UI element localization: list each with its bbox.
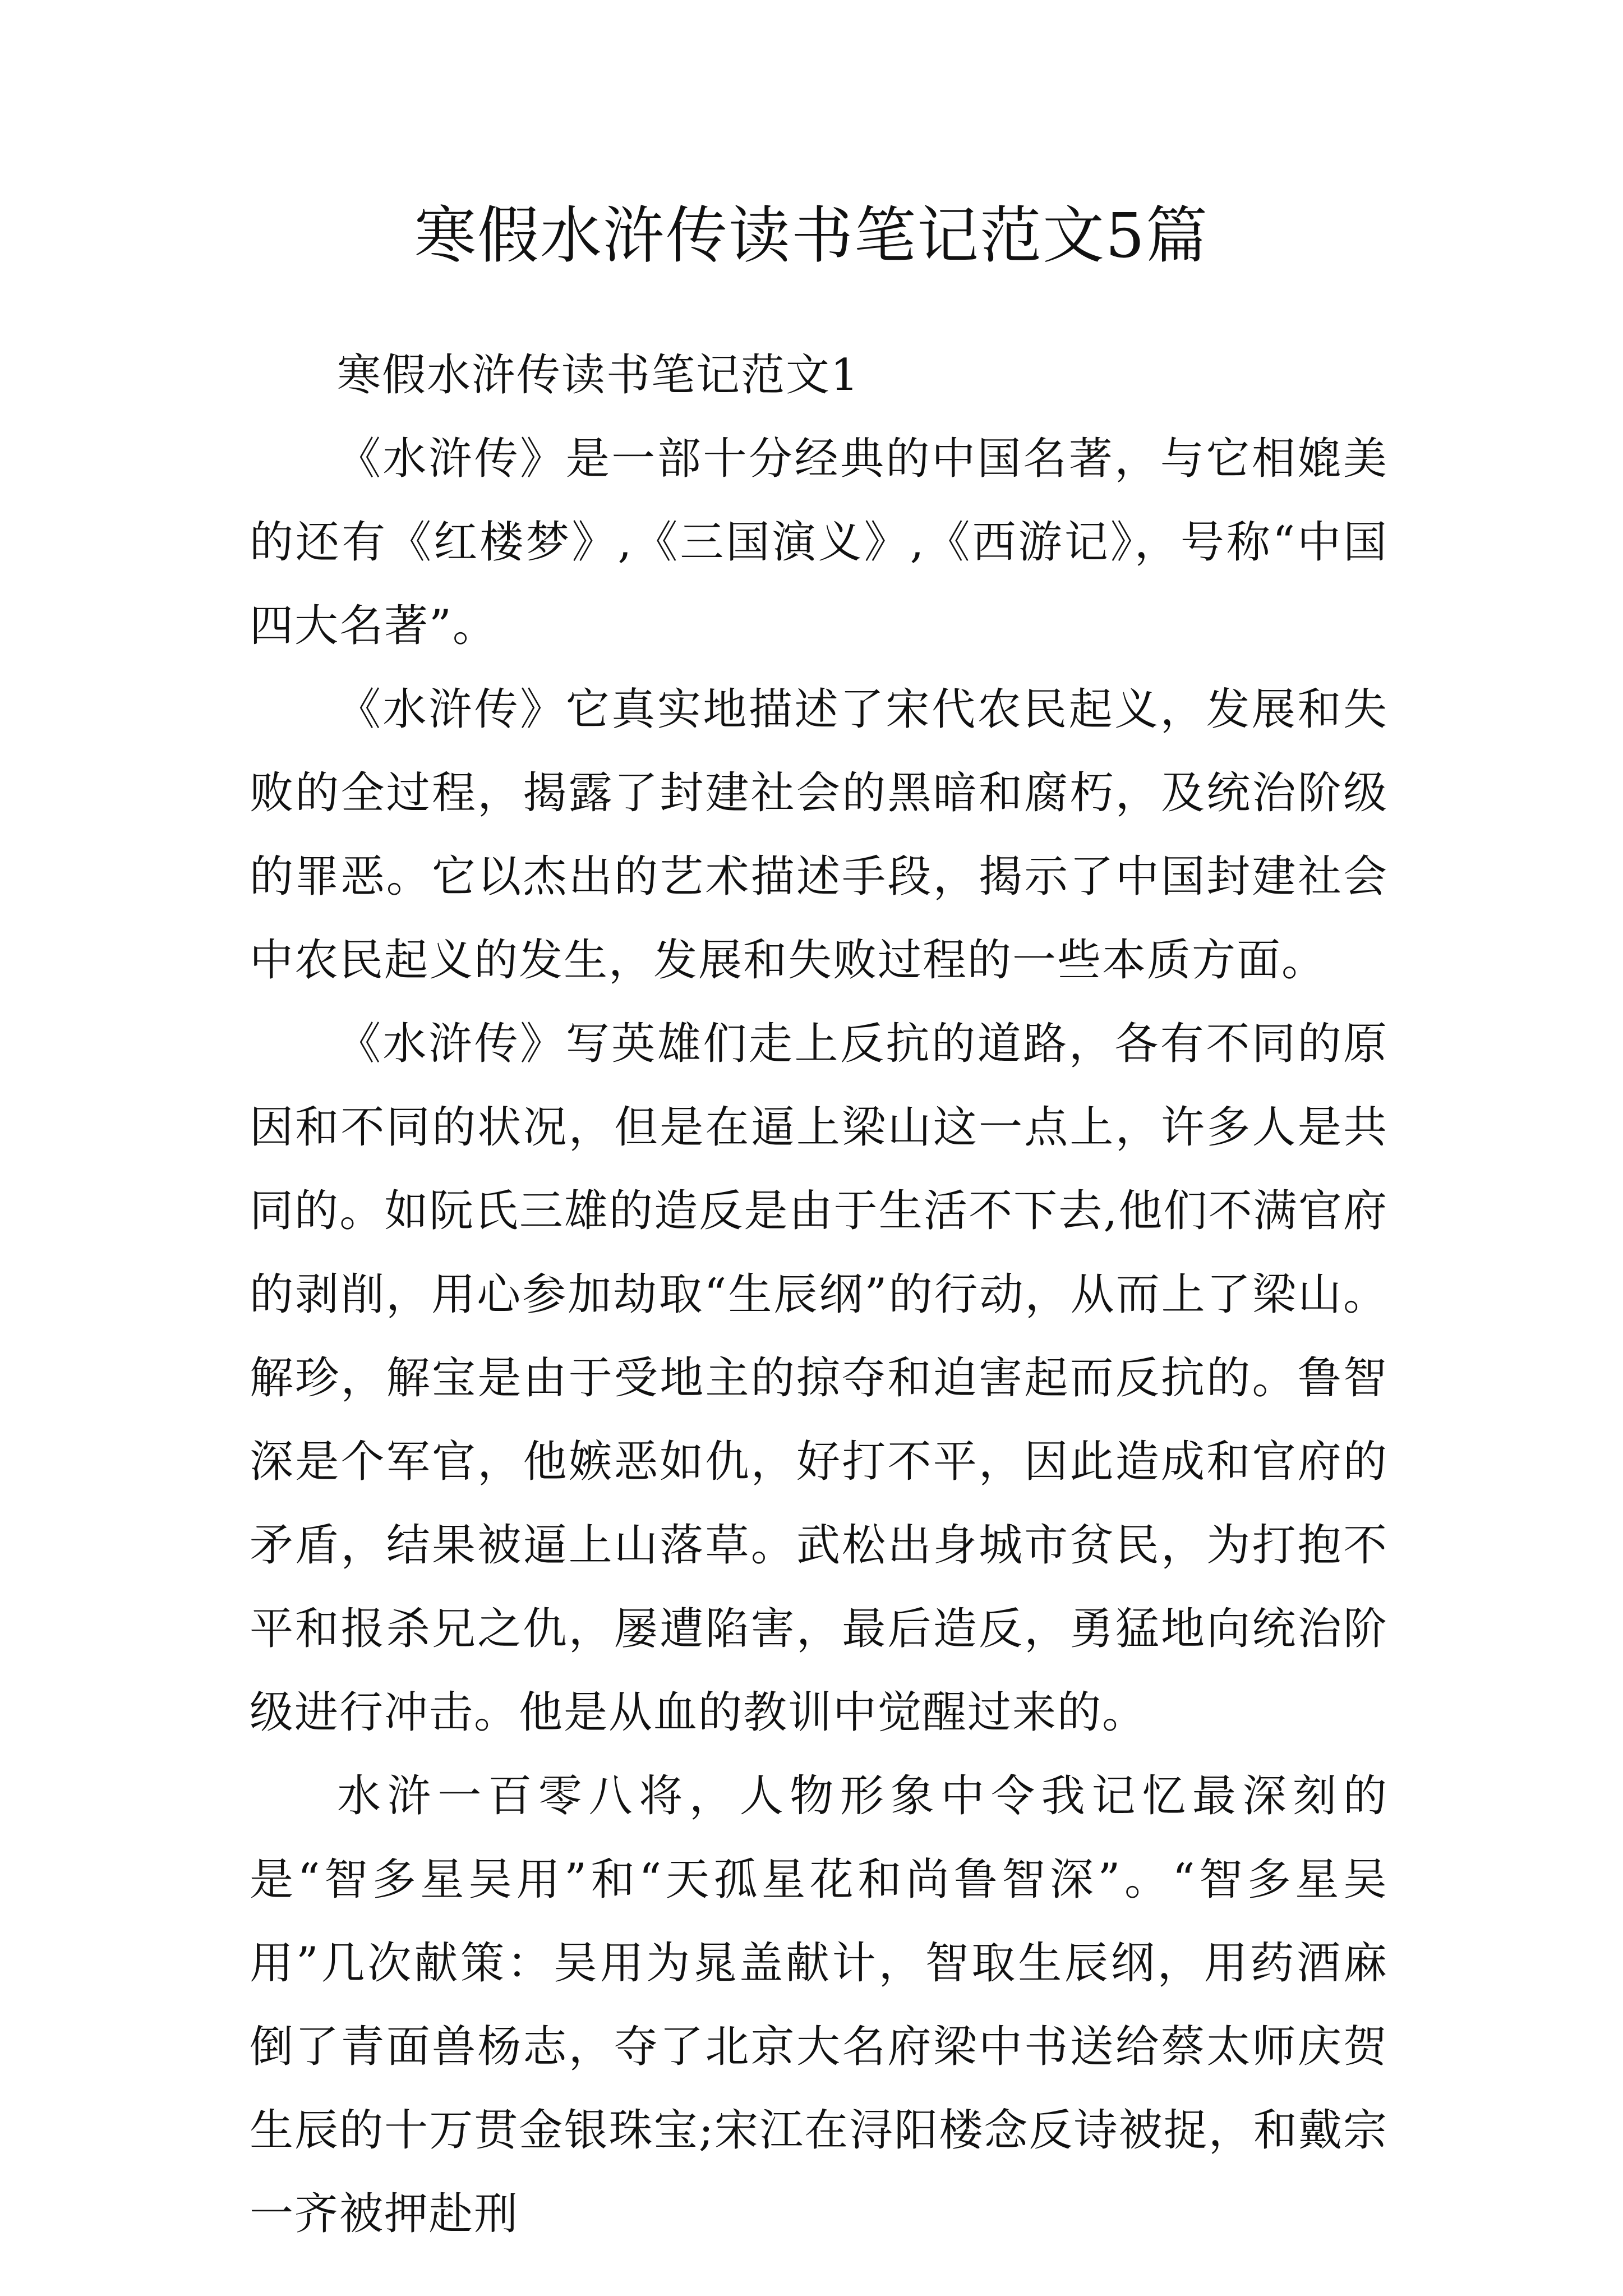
paragraph-2: 《水浒传》它真实地描述了宋代农民起义，发展和失败的全过程，揭露了封建社会的黑暗和腐朽，及统治阶级的罪恶。它以杰出的艺术描述手段，揭示了中国封建社会中农民起义的发生，发展和失败过程的一些本质方面。 <box>250 684 1388 986</box>
document-title: 寒假水浒传读书笔记范文5篇 <box>414 200 1209 272</box>
paragraph-3: 《水浒传》写英雄们走上反抗的道路，各有不同的原因和不同的状况，但是在逼上梁山这一点上，许多人是共同的。如阮氏三雄的造反是由于生活不下去,他们不满官府的剥削，用心参加劫取“生辰纲”的行动，从而上了梁山。解珍，解宝是由于受地主的掠夺和迫害起而反抗的。鲁智深是个军官，他嫉恶如仇，好打不平，因此造成和官府的矛盾，结果被逼上山落草。武松出身城市贫民，为打抱不平和报杀兄之仇，屡遭陷害，最后造反，勇猛地向统治阶级进行冲击。他是从血的教训中觉醒过来的。 <box>250 1019 1388 1738</box>
paragraph-1: 《水浒传》是一部十分经典的中国名著，与它相媲美的还有《红楼梦》,《三国演义》,《西游记》，号称“中国四大名著”。 <box>250 434 1388 651</box>
paragraph-4: 水浒一百零八将，人物形象中令我记忆最深刻的是“智多星吴用”和“天孤星花和尚鲁智深”。“智多星吴用”几次献策：吴用为晁盖献计，智取生辰纲，用药酒麻倒了青面兽杨志，夺了北京大名府梁中书送给蔡太师庆贺生辰的十万贯金银珠宝;宋江在浔阳楼念反诗被捉，和戴宗一齐被押赴刑 <box>250 1771 1388 2239</box>
document-body <box>250 334 1388 2256</box>
section-heading: 寒假水浒传读书笔记范文1 <box>337 350 860 401</box>
